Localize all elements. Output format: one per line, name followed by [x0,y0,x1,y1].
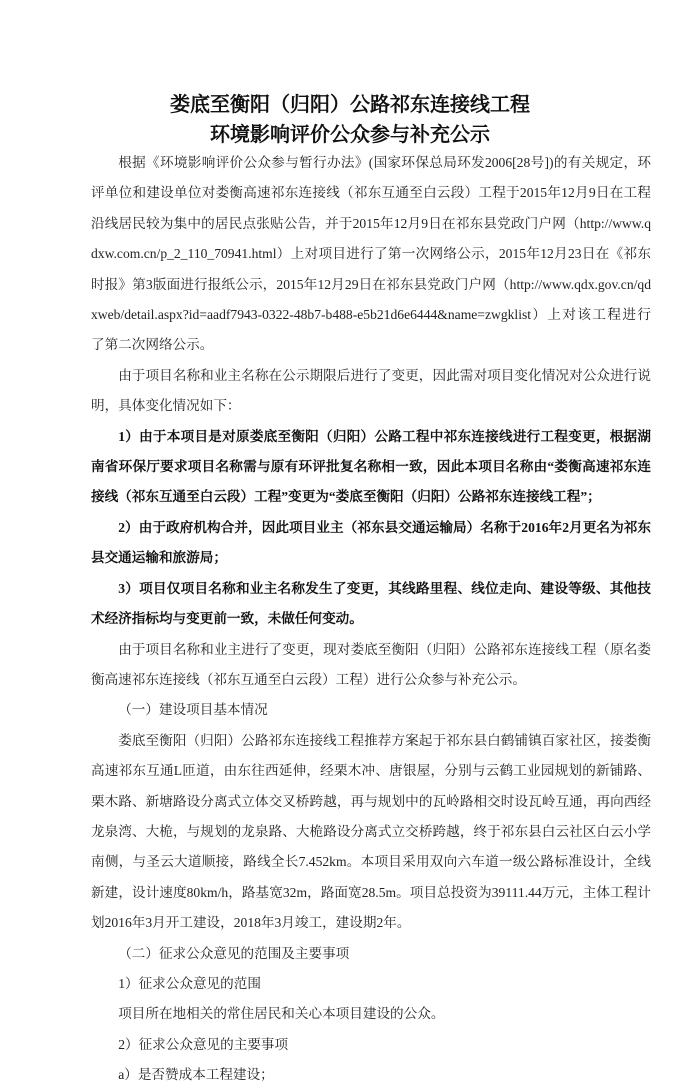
paragraph: 1）由于本项目是对原娄底至衡阳（归阳）公路工程中祁东连接线进行工程变更，根据湖南省环保厅要求项目名称需与原有环评批复名称相一致，因此本项目名称由“娄衡高速祁东连接线（祁东互通至白云段）工程”变更为“娄底至衡阳（归阳）公路祁东连接线工程”； [91,428,651,505]
paragraph: 娄底至衡阳（归阳）公路祁东连接线工程推荐方案起于祁东县白鹤铺镇百家社区，接娄衡高速祁东互通L匝道，由东往西延伸，经栗木冲、唐银屋，分别与云鹤工业园规划的新铺路、栗木路、新塘路设分离式立体交叉桥跨越，再与规划中的瓦岭路相交时设瓦岭互通，再向西经龙泉湾、大桅，与规划的龙泉路、大桅路设分离式立交桥跨越，终于祁东县白云社区白云小学南侧，与圣云大道顺接，路线全长7.452km。本项目采用双向六车道一级公路标准设计，全线新建，设计速度80km/h，路基宽32m，路面宽28.5m。项目总投资为39111.44万元，主体工程计划2016年3月开工建设，2018年3月竣工，建设期2年。 [91,732,651,931]
document-title-line2: 环境影响评价公众参与补充公示 [210,124,490,146]
document-body [91,148,651,1091]
paragraph: 2）由于政府机构合并，因此项目业主（祁东县交通运输局）名称于2016年2月更名为祁东县交通运输和旅游局； [91,519,651,566]
paragraph: 由于项目名称和业主名称在公示期限后进行了变更，因此需对项目变化情况对公众进行说明，具体变化情况如下： [91,367,651,414]
paragraph: 项目所在地相关的常住居民和关心本项目建设的公众。 [118,1006,445,1022]
paragraph: 2）征求公众意见的主要事项 [118,1036,289,1052]
paragraph: 1）征求公众意见的范围 [118,975,261,991]
paragraph: 3）项目仅项目名称和业主名称发生了变更，其线路里程、线位走向、建设等级、其他技术经济指标均与变更前一致，未做任何变动。 [91,580,651,627]
paragraph: a）是否赞成本工程建设； [118,1067,274,1083]
paragraph: （一）建设项目基本情况 [118,702,268,718]
paragraph: 根据《环境影响评价公众参与暂行办法》(国家环保总局环发2006[28号])的有关规定，环评单位和建设单位对娄衡高速祁东连接线（祁东互通至白云段）工程于2015年12月9日在工程沿线居民较为集中的居民点张贴公告，并于2015年12月9日在祁东县党政门户网（http://www.qdxw.com.cn/p_2_110_70941.html）上对项目进行了第一次网络公示，2015年12月23日在《祁东时报》第3版面进行报纸公示，2015年12月29日在祁东县党政门户网（http://www.qdx.gov.cn/qdxweb/detail.aspx?id=aadf7943-0322-48b7-b488-e5b21d6e6444&name=zwgklist）上对该工程进行了第二次网络公示。 [91,155,651,353]
document-title-line1: 娄底至衡阳（归阳）公路祁东连接线工程 [170,94,530,116]
paragraph: 由于项目名称和业主进行了变更，现对娄底至衡阳（归阳）公路祁东连接线工程（原名娄衡高速祁东连接线（祁东互通至白云段）工程）进行公众参与补充公示。 [91,641,651,687]
paragraph: （二）征求公众意见的范围及主要事项 [118,945,350,961]
